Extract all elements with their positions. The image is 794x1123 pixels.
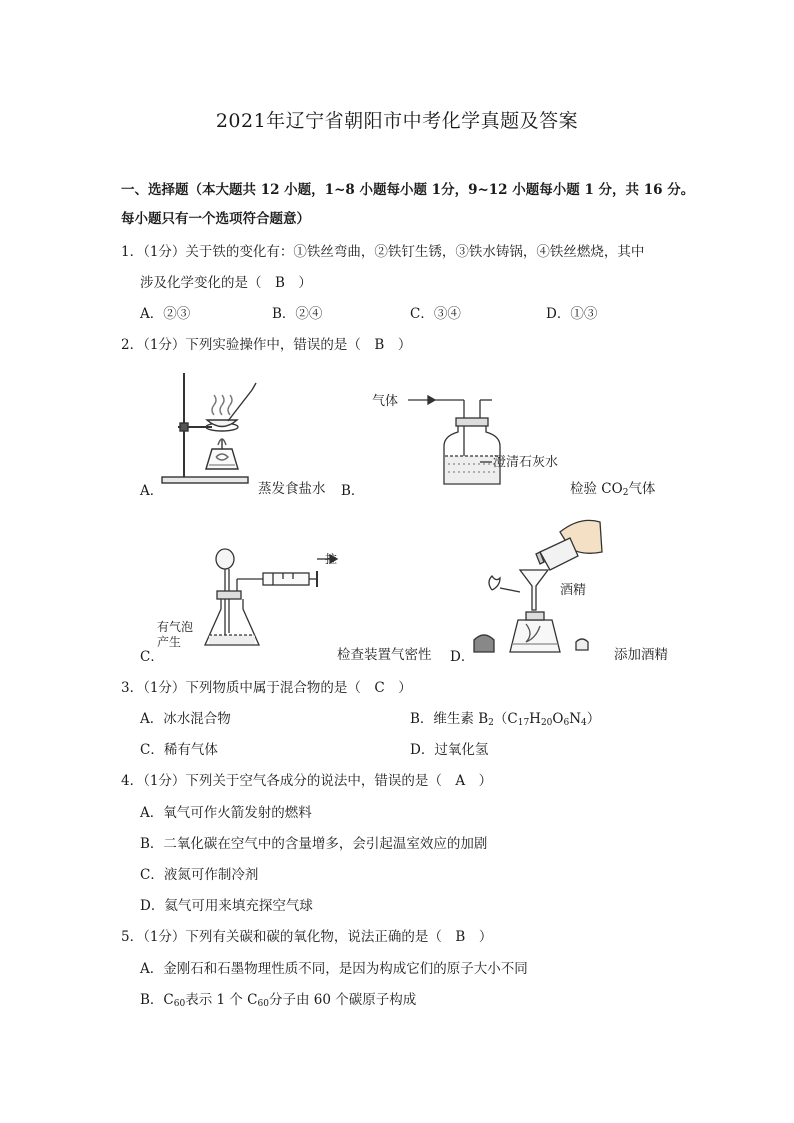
question-3-option-b: B．维生素 $B_2(C_{17}H_{20}O_6N_4)$ bbox=[410, 711, 601, 728]
airtightness-check-figure bbox=[155, 545, 345, 655]
question-4-option-a: A．氧气可作火箭发射的燃料 bbox=[140, 805, 312, 821]
question-2-option-c-letter: C． bbox=[140, 649, 164, 665]
question-3-option-d: D．过氧化氢 bbox=[410, 742, 489, 758]
section-heading-line2: 每小题只有一个选项符合题意） bbox=[121, 211, 310, 227]
question-5-option-b: B．$C_{60}$表示 1 个 $C_{60}$分子由 60 个碳原子构成 bbox=[140, 992, 417, 1009]
question-4-option-b: B．二氧化碳在空气中的含量增多，会引起温室效应的加剧 bbox=[140, 836, 488, 852]
question-4-option-c: C．液氮可作制冷剂 bbox=[140, 867, 259, 883]
question-2-stem: 2．（1分）下列实验操作中，错误的是（ B ） bbox=[121, 337, 412, 353]
question-1-option-c: C．③④ bbox=[410, 306, 461, 322]
question-4-stem: 4．（1分）下列关于空气各成分的说法中，错误的是（ A ） bbox=[121, 773, 493, 789]
question-4-option-d: D．氦气可用来填充探空气球 bbox=[140, 898, 313, 914]
question-5-option-a: A．金刚石和石墨物理性质不同，是因为构成它们的原子大小不同 bbox=[140, 961, 528, 977]
question-5-stem: 5．（1分）下列有关碳和碳的氧化物，说法正确的是（ B ） bbox=[121, 929, 493, 945]
question-2-option-a-caption: 蒸发食盐水 bbox=[258, 481, 326, 497]
bubble-label-line2: 产生 bbox=[157, 635, 182, 649]
question-2-option-d-caption: 添加酒精 bbox=[614, 647, 668, 663]
question-3-stem: 3．（1分）下列物质中属于混合物的是（ C ） bbox=[121, 680, 412, 696]
question-2-option-a-letter: A． bbox=[140, 483, 164, 499]
bubble-label-line1: 有气泡 bbox=[157, 620, 194, 634]
question-2-option-b-caption: 检验 $CO_2$气体 bbox=[570, 481, 656, 498]
gas-washing-bottle-figure bbox=[372, 388, 582, 488]
question-1-option-b: B．②④ bbox=[272, 306, 323, 322]
question-2-option-b-letter: B． bbox=[341, 483, 365, 499]
question-2-option-d-letter: D． bbox=[450, 649, 475, 665]
question-1-stem-line2: 涉及化学变化的是（ B ） bbox=[140, 275, 312, 291]
evaporation-apparatus-figure bbox=[160, 365, 260, 490]
question-1-option-d: D．①③ bbox=[546, 306, 598, 322]
pull-label: 拉 bbox=[325, 552, 338, 566]
question-2-option-c-caption: 检查装置气密性 bbox=[337, 647, 432, 663]
adding-alcohol-figure bbox=[470, 512, 630, 662]
alcohol-label: 酒精 bbox=[560, 583, 587, 598]
section-heading-line1: 一、选择题（本大题共 12 小题，1~8 小题每小题 1分，9~12 小题每小题 1 分，共 16 分。 bbox=[121, 182, 695, 198]
question-3-option-c: C．稀有气体 bbox=[140, 742, 218, 758]
question-3-option-a: A．冰水混合物 bbox=[140, 711, 231, 727]
page-title: 2021年辽宁省朝阳市中考化学真题及答案 bbox=[215, 110, 579, 132]
gas-label: 气体 bbox=[372, 394, 399, 409]
limewater-label: 澄清石灰水 bbox=[493, 455, 559, 470]
question-1-option-a: A．②③ bbox=[140, 306, 191, 322]
question-1-stem-line1: 1．（1分）关于铁的变化有：①铁丝弯曲，②铁钉生锈，③铁水铸锅，④铁丝燃烧，其中 bbox=[121, 244, 645, 260]
